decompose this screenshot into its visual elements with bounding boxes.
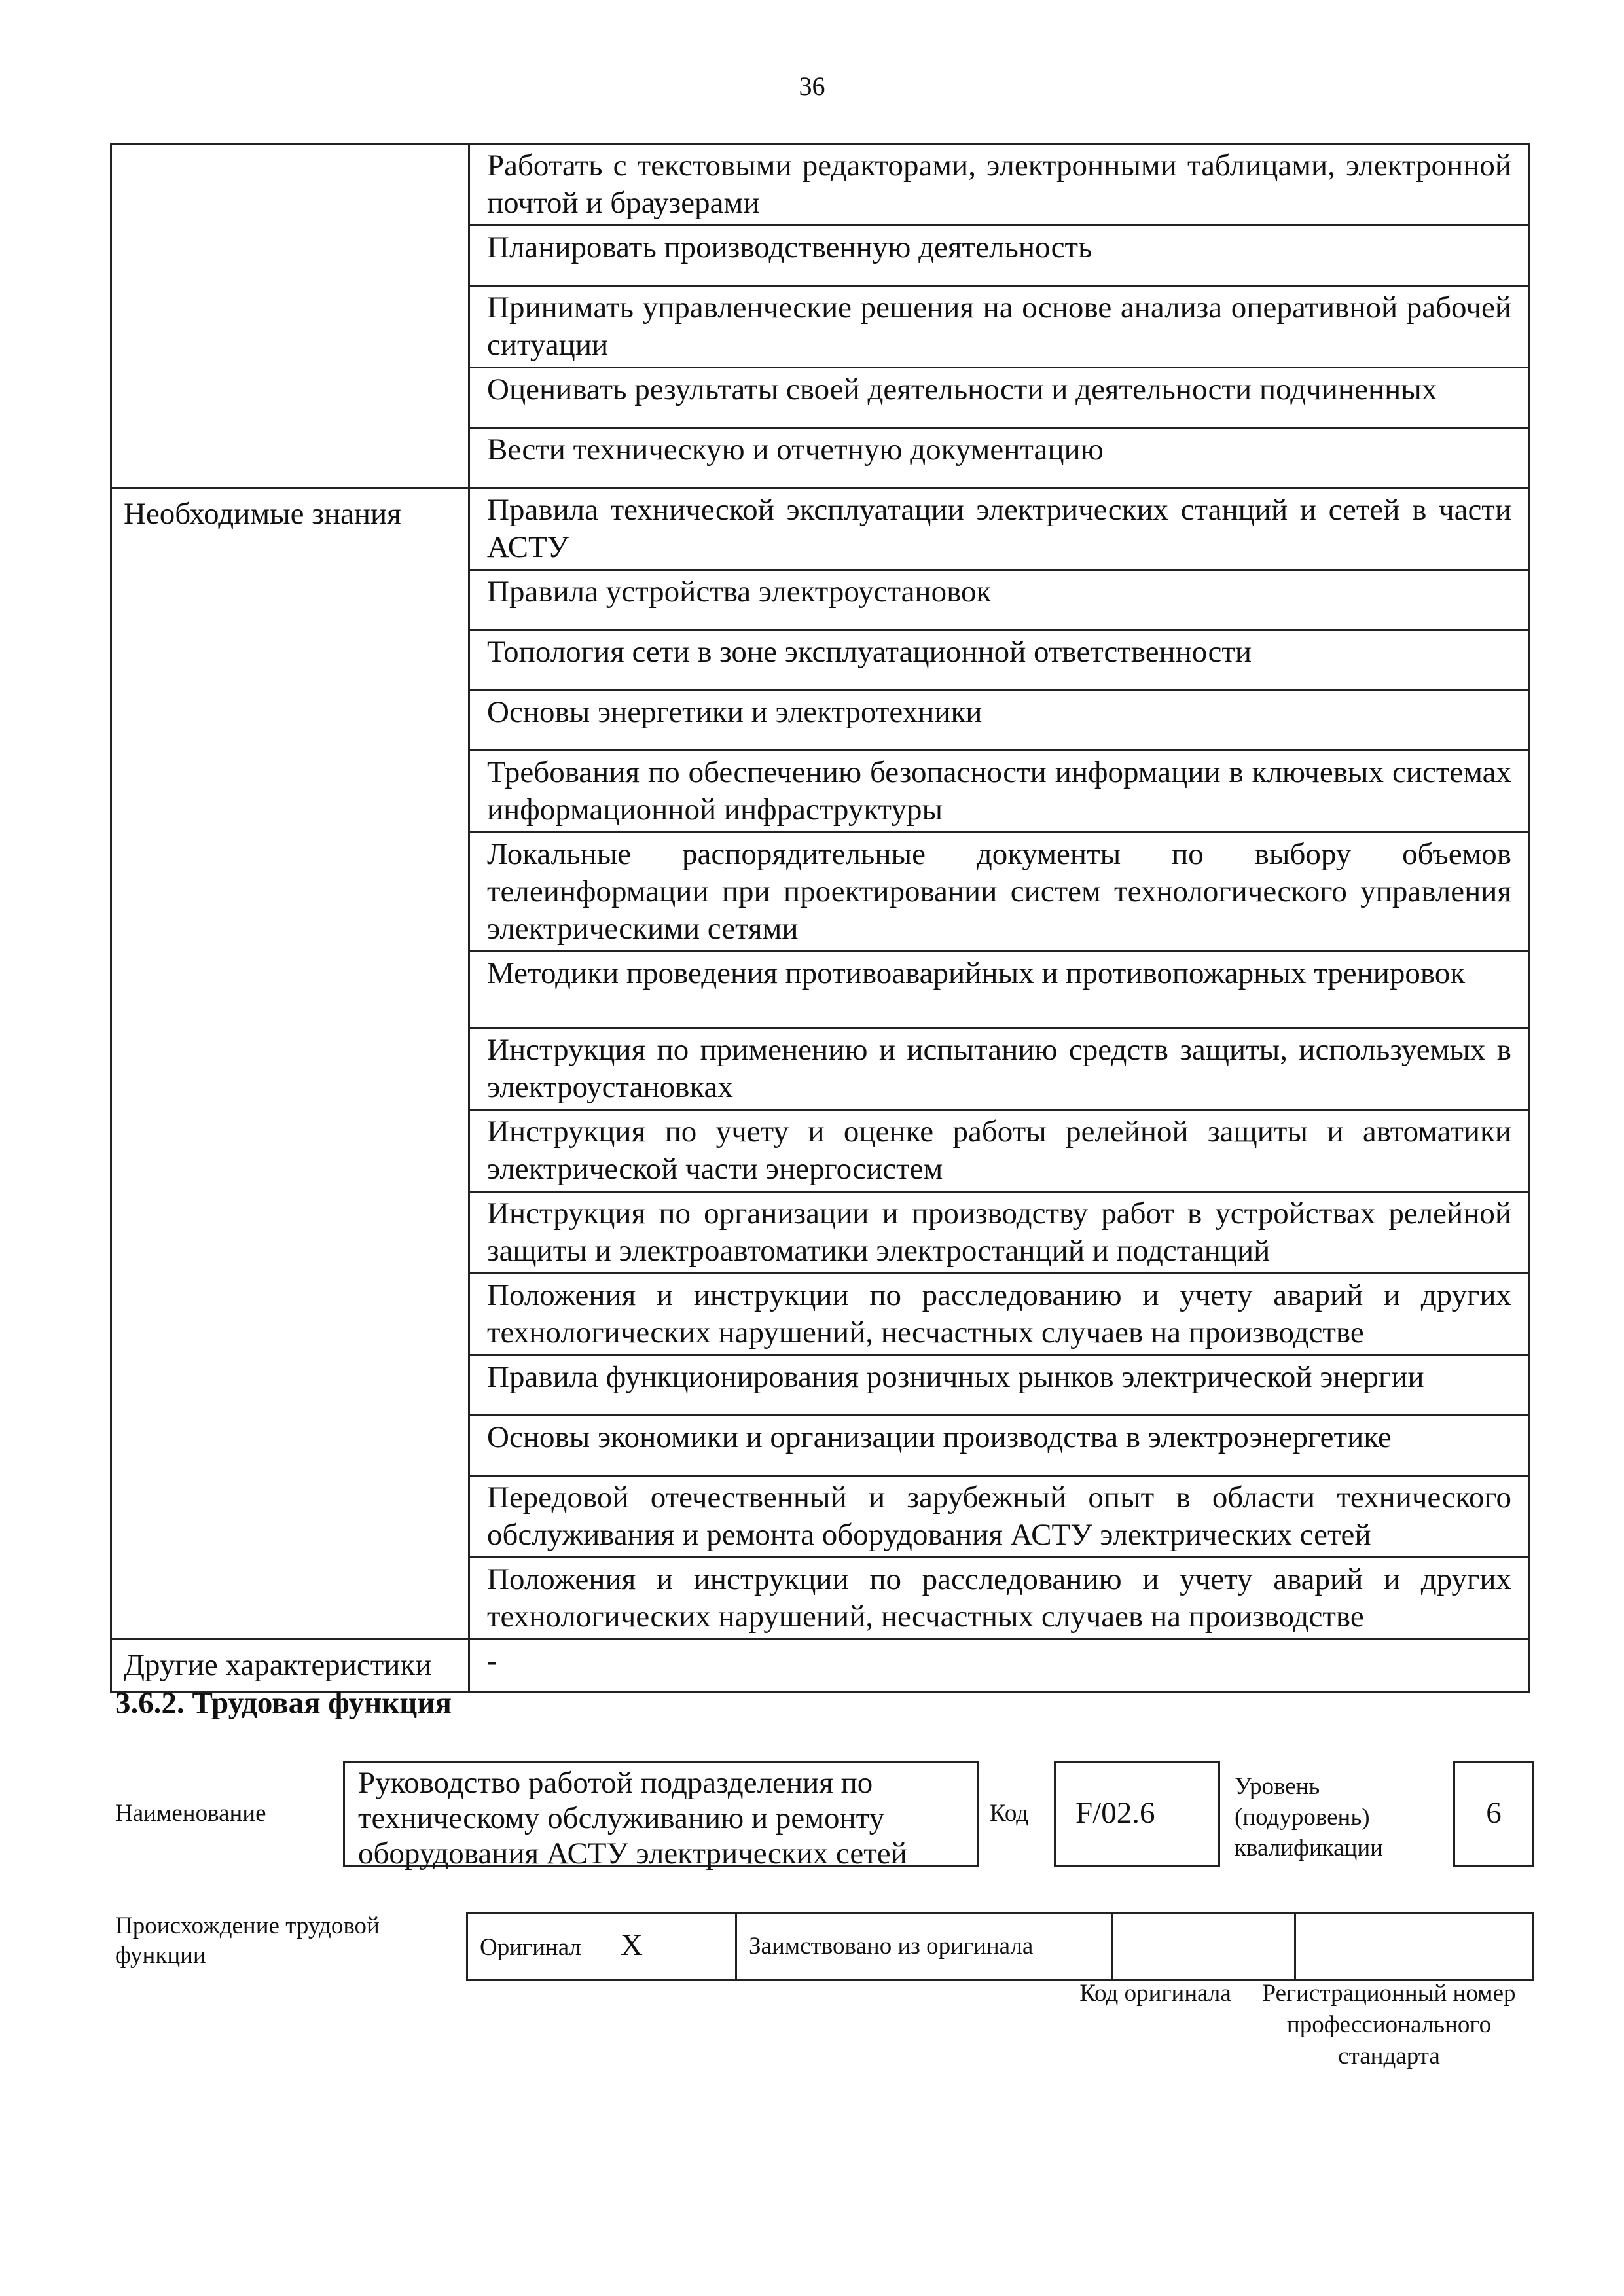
origin-borrowed-label: Заимствовано из оригинала [736, 1914, 1113, 1980]
origin-table [466, 1912, 1534, 1981]
table-row [111, 1640, 1530, 1692]
page-number: 36 [799, 71, 825, 101]
origin-original-cell [467, 1914, 736, 1980]
qualification-level-label: Уровень (подуровень) квалификации [1235, 1773, 1383, 1861]
skills-label-cell [111, 144, 469, 488]
origin-reg-number-cell [1295, 1914, 1534, 1980]
origin-code-caption: Код оригинала [1079, 1980, 1231, 2007]
requirements-table [110, 143, 1530, 1693]
table-row [467, 1914, 1534, 1980]
table-cell: Правила технической эксплуатации электрических станций и сетей в части АСТУ [469, 488, 1530, 570]
table-cell: Топология сети в зоне эксплуатационной ответственности [469, 630, 1530, 691]
other-value: - [469, 1640, 1530, 1692]
table-row [111, 144, 1530, 226]
table-row [111, 488, 1530, 570]
origin-reg-caption: Регистрационный номер профессионального стандарта [1262, 1980, 1516, 2070]
table-cell: Вести техническую и отчетную документацию [469, 428, 1530, 488]
table-cell: Инструкция по применению и испытанию средств защиты, используемых в электроустановках [469, 1028, 1530, 1110]
table-cell: Методики проведения противоаварийных и противопожарных тренировок [469, 952, 1530, 1028]
other-label: Другие характеристики [111, 1640, 469, 1692]
table-cell: Правила устройства электроустановок [469, 570, 1530, 630]
origin-label: Происхождение трудовой функции [115, 1912, 380, 1969]
knowledge-label: Необходимые знания [111, 488, 469, 1640]
table-cell: Инструкция по организации и производству работ в устройствах релейной защиты и электроавтоматики электростанций и подстанций [469, 1192, 1530, 1274]
table-cell: Передовой отечественный и зарубежный опыт в области технического обслуживания и ремонта оборудования АСТУ электрических сетей [469, 1476, 1530, 1558]
table-cell: Требования по обеспечению безопасности информации в ключевых системах информационной инфраструктуры [469, 751, 1530, 833]
table-cell: Работать с текстовыми редакторами, электронными таблицами, электронной почтой и браузерами [469, 144, 1530, 226]
table-cell: Основы экономики и организации производства в электроэнергетике [469, 1416, 1530, 1476]
table-cell: Положения и инструкции по расследованию и учету аварий и других технологических нарушений, несчастных случаев на производстве [469, 1558, 1530, 1640]
table-cell: Правила функционирования розничных рынков электрической энергии [469, 1355, 1530, 1416]
function-name-value: Руководство работой подразделения по техническому обслуживанию и ремонту оборудования АСТУ электрических сетей [343, 1761, 979, 1867]
function-code-label: Код [990, 1800, 1029, 1827]
table-cell: Планировать производственную деятельность [469, 226, 1530, 286]
origin-original-mark: X [621, 1928, 643, 1962]
table-cell: Оценивать результаты своей деятельности и деятельности подчиненных [469, 368, 1530, 428]
table-cell: Инструкция по учету и оценке работы релейной защиты и автоматики электрической части энергосистем [469, 1110, 1530, 1192]
origin-original-label: Оригинал [480, 1934, 582, 1961]
table-cell: Основы энергетики и электротехники [469, 691, 1530, 751]
function-code-value: F/02.6 [1054, 1761, 1220, 1867]
table-cell: Принимать управленческие решения на основе анализа оперативной рабочей ситуации [469, 286, 1530, 368]
table-cell: Положения и инструкции по расследованию и учету аварий и других технологических нарушений, несчастных случаев на производстве [469, 1274, 1530, 1355]
origin-code-cell [1113, 1914, 1295, 1980]
function-name-label: Наименование [115, 1800, 266, 1827]
table-cell: Локальные распорядительные документы по выбору объемов телеинформации при проектировании систем технологического управления электрическими сетями [469, 833, 1530, 952]
section-title: 3.6.2. Трудовая функция [115, 1686, 452, 1720]
qualification-level-value: 6 [1453, 1761, 1534, 1867]
